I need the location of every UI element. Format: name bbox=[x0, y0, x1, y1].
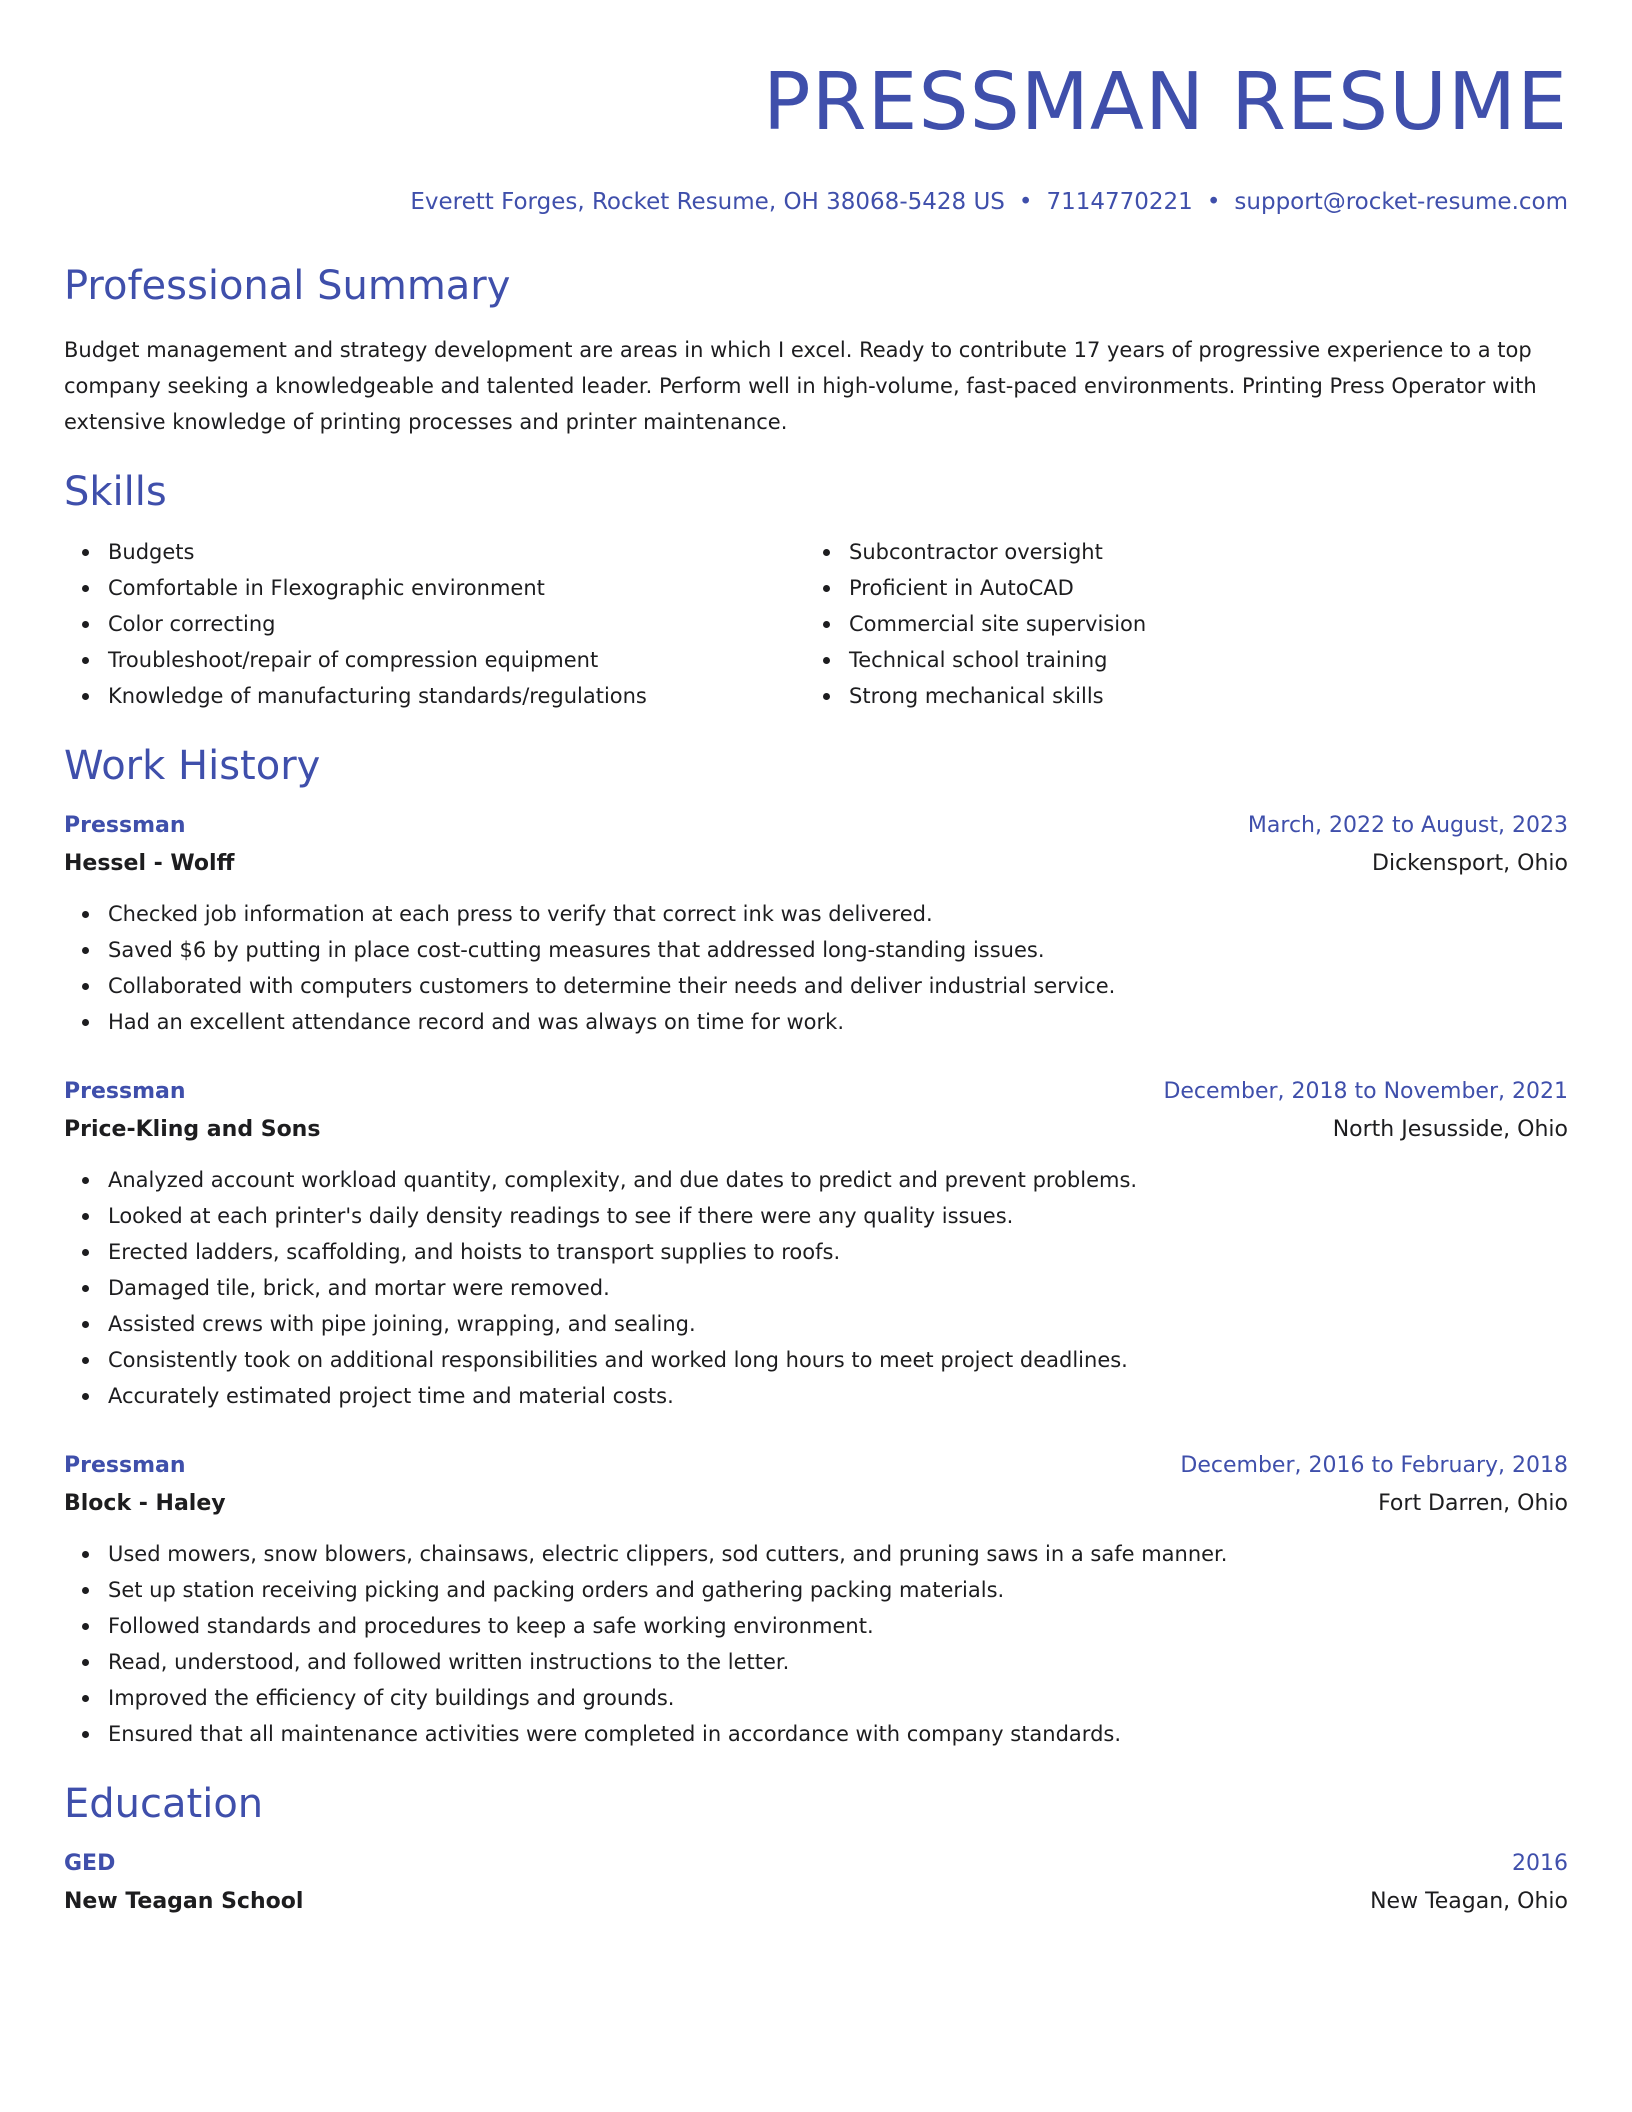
job-duty: Assisted crews with pipe joining, wrapping, and sealing. bbox=[108, 1306, 1568, 1342]
skill-item: Proficient in AutoCAD bbox=[849, 570, 1568, 606]
job-location: Dickensport, Ohio bbox=[1372, 851, 1568, 876]
skill-item: Strong mechanical skills bbox=[849, 678, 1568, 714]
job-title: Pressman bbox=[64, 1453, 186, 1478]
skill-item: Budgets bbox=[108, 534, 827, 570]
skill-item: Color correcting bbox=[108, 606, 827, 642]
skills-list bbox=[64, 534, 1568, 714]
job-duty: Saved $6 by putting in place cost-cutting measures that addressed long-standing issues. bbox=[108, 932, 1568, 968]
education-degree: GED bbox=[64, 1851, 116, 1876]
job-duty: Followed standards and procedures to keep a safe working environment. bbox=[108, 1608, 1568, 1644]
job-duty: Checked job information at each press to verify that correct ink was delivered. bbox=[108, 896, 1568, 932]
job-duties bbox=[64, 896, 1568, 1040]
job-duty: Looked at each printer's daily density readings to see if there were any quality issues. bbox=[108, 1198, 1568, 1234]
resume-name: PRESSMAN RESUME bbox=[763, 56, 1568, 148]
contact-separator: • bbox=[1018, 189, 1033, 215]
work-history-heading: Work History bbox=[64, 743, 321, 789]
job-duty: Had an excellent attendance record and was always on time for work. bbox=[108, 1004, 1568, 1040]
job-duty: Used mowers, snow blowers, chainsaws, electric clippers, sod cutters, and pruning saws in a safe manner. bbox=[108, 1536, 1568, 1572]
contact-separator: • bbox=[1206, 189, 1221, 215]
education-school: New Teagan School bbox=[64, 1889, 304, 1914]
job-title: Pressman bbox=[64, 813, 186, 838]
skills-column-right bbox=[827, 534, 1568, 714]
job-company: Hessel - Wolff bbox=[64, 851, 235, 876]
job-duties bbox=[64, 1536, 1568, 1752]
contact-email[interactable]: support@rocket-resume.com bbox=[1234, 189, 1568, 215]
contact-phone: 7114770221 bbox=[1046, 189, 1193, 215]
skill-item: Commercial site supervision bbox=[849, 606, 1568, 642]
job-duty: Set up station receiving picking and packing orders and gathering packing materials. bbox=[108, 1572, 1568, 1608]
job-duties bbox=[64, 1162, 1568, 1414]
job-dates: December, 2018 to November, 2021 bbox=[1163, 1079, 1568, 1104]
education-year: 2016 bbox=[1512, 1851, 1568, 1876]
skill-item: Comfortable in Flexographic environment bbox=[108, 570, 827, 606]
skill-item: Troubleshoot/repair of compression equipment bbox=[108, 642, 827, 678]
job-entry bbox=[64, 1074, 1568, 1414]
job-entry bbox=[64, 1448, 1568, 1752]
job-duty: Read, understood, and followed written instructions to the letter. bbox=[108, 1644, 1568, 1680]
education-heading: Education bbox=[64, 1781, 264, 1827]
education-entry bbox=[64, 1846, 1568, 1922]
summary-heading: Professional Summary bbox=[64, 263, 511, 309]
job-duty: Collaborated with computers customers to determine their needs and deliver industrial service. bbox=[108, 968, 1568, 1004]
job-title: Pressman bbox=[64, 1079, 186, 1104]
skills-column-left bbox=[64, 534, 827, 714]
job-duty: Analyzed account workload quantity, complexity, and due dates to predict and prevent problems. bbox=[108, 1162, 1568, 1198]
job-entry bbox=[64, 808, 1568, 1040]
skills-heading: Skills bbox=[64, 469, 167, 515]
education-location: New Teagan, Ohio bbox=[1370, 1889, 1568, 1914]
job-duty: Ensured that all maintenance activities were completed in accordance with company standards. bbox=[108, 1716, 1568, 1752]
contact-address: Everett Forges, Rocket Resume, OH 38068-5428 US bbox=[410, 189, 1005, 215]
job-duty: Damaged tile, brick, and mortar were removed. bbox=[108, 1270, 1568, 1306]
job-company: Block - Haley bbox=[64, 1491, 226, 1516]
skill-item: Technical school training bbox=[849, 642, 1568, 678]
summary-text: Budget management and strategy development are areas in which I excel. Ready to contribute 17 years of progressive experience to a top company seeking a knowledgeable and talented leader. Perform well in high-volume, fast-paced environments. Printing Press Operator with extensive knowledge of printing processes and printer maintenance. bbox=[64, 338, 1537, 434]
job-duty: Accurately estimated project time and material costs. bbox=[108, 1378, 1568, 1414]
job-duty: Erected ladders, scaffolding, and hoists to transport supplies to roofs. bbox=[108, 1234, 1568, 1270]
job-dates: December, 2016 to February, 2018 bbox=[1180, 1453, 1568, 1478]
job-location: Fort Darren, Ohio bbox=[1378, 1491, 1568, 1516]
job-location: North Jesusside, Ohio bbox=[1332, 1117, 1568, 1142]
job-duty: Improved the efficiency of city buildings and grounds. bbox=[108, 1680, 1568, 1716]
job-dates: March, 2022 to August, 2023 bbox=[1247, 813, 1568, 838]
skill-item: Knowledge of manufacturing standards/regulations bbox=[108, 678, 827, 714]
contact-line bbox=[64, 186, 1568, 218]
job-company: Price-Kling and Sons bbox=[64, 1117, 321, 1142]
job-duty: Consistently took on additional responsibilities and worked long hours to meet project deadlines. bbox=[108, 1342, 1568, 1378]
skill-item: Subcontractor oversight bbox=[849, 534, 1568, 570]
resume-page bbox=[64, 0, 1568, 1922]
